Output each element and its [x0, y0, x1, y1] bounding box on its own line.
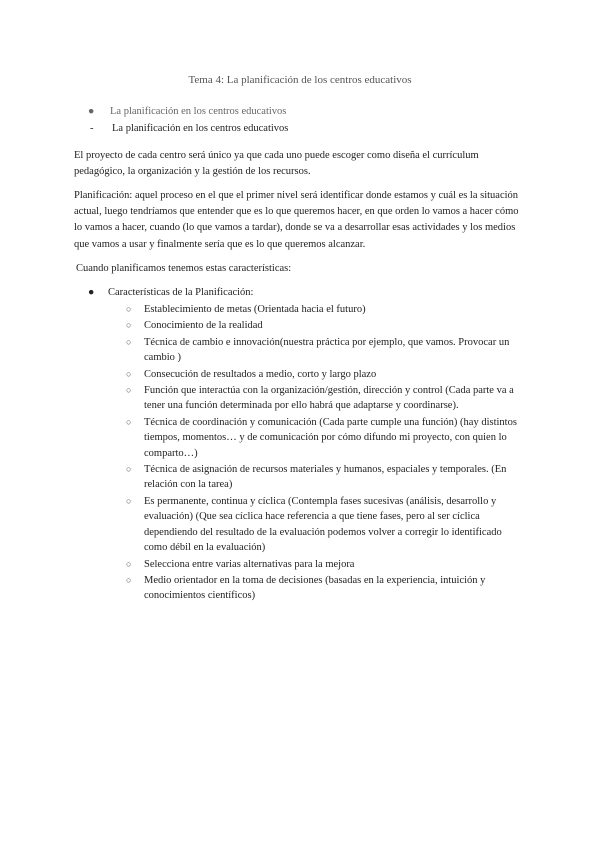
- circle-bullet-icon: ○: [126, 495, 132, 506]
- list-item: [126, 557, 522, 572]
- list-item-text: Consecución de resultados a medio, corto y largo plazo: [144, 368, 377, 380]
- list-item: [126, 573, 522, 604]
- circle-bullet-icon: ○: [126, 320, 132, 331]
- circle-bullet-icon: ○: [126, 368, 132, 379]
- list-item-text: Conocimiento de la realidad: [144, 320, 263, 332]
- list-item-text: Selecciona entre varias alternativas para la mejora: [144, 558, 355, 570]
- circle-bullet-icon: ○: [126, 385, 132, 396]
- list-item: [126, 383, 522, 414]
- characteristics-heading: Características de la Planificación:: [108, 287, 254, 298]
- list-item-text: Medio orientador en la toma de decisiones (basadas en la experiencia, intuición y conocimientos científicos): [144, 574, 486, 602]
- list-item: [88, 123, 528, 140]
- list-item: [126, 494, 522, 556]
- list-item: [88, 106, 528, 123]
- list-item-text: La planificación en los centros educativos: [112, 123, 289, 134]
- list-item: [126, 367, 522, 382]
- list-item: [126, 415, 522, 461]
- circle-bullet-icon: ○: [126, 464, 132, 475]
- list-item: [126, 462, 522, 493]
- dash-bullet-icon: -: [90, 123, 94, 134]
- paragraph-characteristics-intro: Cuando planificamos tenemos estas características:: [76, 263, 292, 274]
- list-item: [126, 302, 522, 317]
- paragraph-project: El proyecto de cada centro será único ya que cada uno puede escoger como diseña el currículum pedagógico, la organización y la gestión de los recursos.: [74, 150, 479, 178]
- list-item-text: Función que interactúa con la organización/gestión, dirección y control (Cada parte va a tener una función determinada por ello habrá que adaptarse y coordinarse).: [144, 385, 514, 412]
- page-title: Tema 4: La planificación de los centros educativos: [188, 74, 412, 86]
- list-item-text: Técnica de asignación de recursos materiales y humanos, espaciales y temporales. (En relación con la tarea): [144, 464, 507, 491]
- list-item-text: Técnica de coordinación y comunicación (Cada parte cumple una función) (hay distintos tiempos, momentos… y de comunicación por cómo difundo mi proyecto, con quien lo comparto…): [144, 416, 517, 459]
- top-bullet-list: [88, 106, 528, 140]
- circle-bullet-icon: ○: [126, 336, 132, 347]
- list-item: [126, 335, 522, 366]
- list-item: [126, 318, 522, 333]
- characteristics-heading-item: [88, 287, 528, 302]
- list-item-text: La planificación en los centros educativos: [110, 106, 287, 117]
- circle-bullet-icon: ○: [126, 558, 132, 569]
- circle-bullet-icon: ○: [126, 416, 132, 427]
- bullet-dot-icon: ●: [88, 106, 95, 117]
- list-item-text: Establecimiento de metas (Orientada hacia el futuro): [144, 304, 366, 315]
- list-item-text: Técnica de cambio e innovación(nuestra práctica por ejemplo, que vamos. Provocar un cambio ): [144, 336, 510, 364]
- circle-bullet-icon: ○: [126, 304, 132, 314]
- characteristics-sublist: [126, 302, 522, 605]
- list-item-text: Es permanente, continua y cíclica (Contempla fases sucesivas (análisis, desarrollo y evaluación) (Que sea cíclica hace referencia a que tiene fases, pero al ser cíclica dependiendo del resultado de la evaluación podemos volver a corregir lo identificado como débil en la evaluación): [144, 495, 502, 554]
- circle-bullet-icon: ○: [126, 574, 132, 585]
- bullet-dot-icon: ●: [88, 287, 95, 298]
- paragraph-planning-definition: Planificación: aquel proceso en el que el primer nivel será identificar donde estamos y cuál es la situación actual, luego tendríamos que entender que es lo que queremos hacer, en que orden lo vamos a hacer cómo lo vamos a hacer, cuando (lo que vamos a tardar), donde se va a desarrollar esas actividades y los medios que vamos a usar y finalmente sería que es lo que queremos alcanzar.: [74, 190, 519, 250]
